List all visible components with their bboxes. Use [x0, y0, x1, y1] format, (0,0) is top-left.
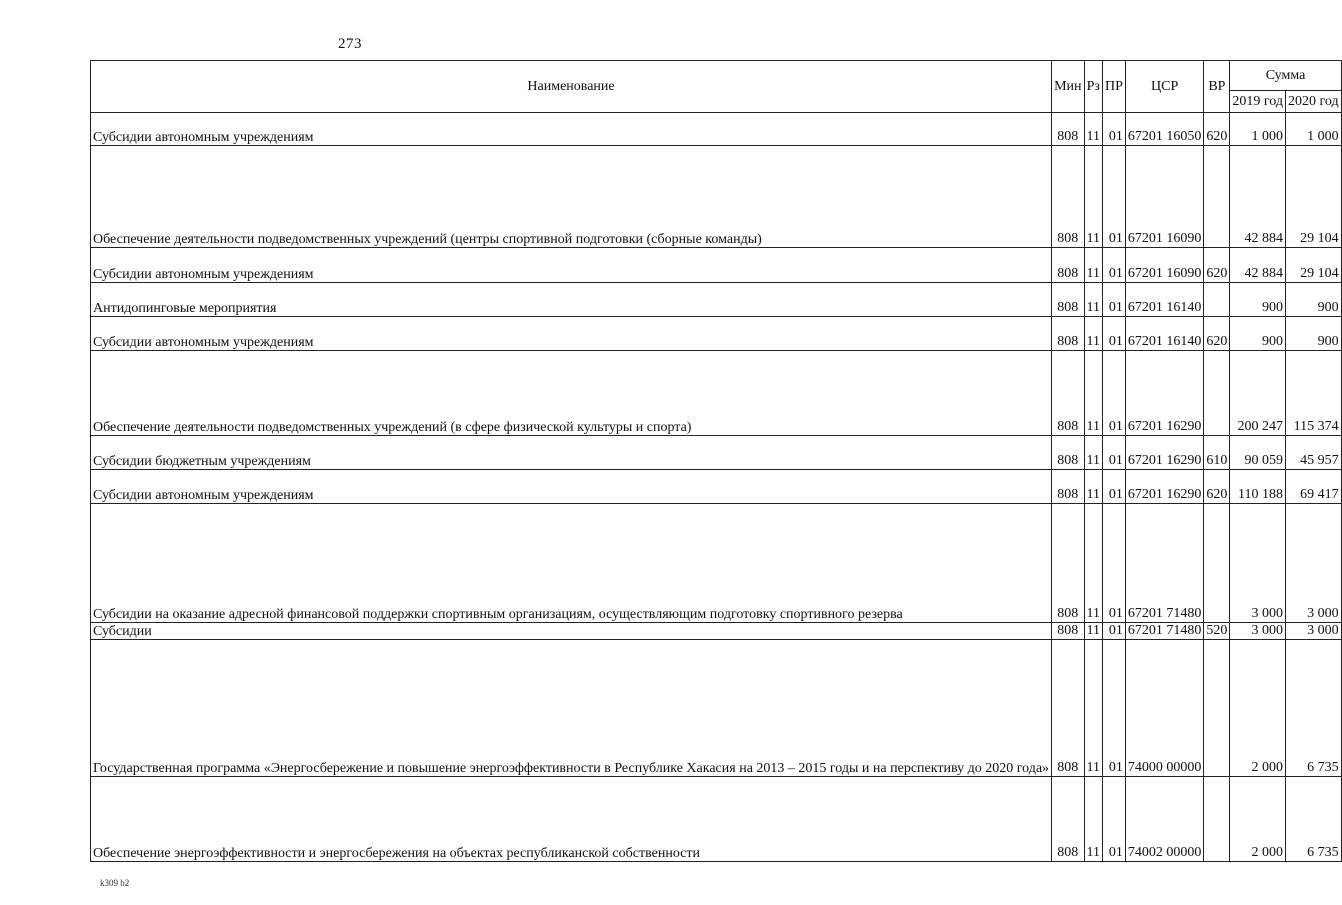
- row-pr: 01: [1102, 640, 1125, 777]
- row-rz: 11: [1084, 317, 1102, 351]
- row-csr: 67201 16290: [1125, 436, 1204, 470]
- row-vr: [1204, 146, 1230, 248]
- table-row: [91, 777, 1342, 862]
- row-name: Субсидии на оказание адресной финансовой поддержки спортивным организациям, осуществляющим подготовку спортивного резерва: [91, 504, 1052, 623]
- row-csr: 67201 16290: [1125, 470, 1204, 504]
- row-sum-2019: 200 247: [1230, 351, 1286, 436]
- row-csr: 67201 16050: [1125, 113, 1204, 146]
- row-name: Антидопинговые мероприятия: [91, 283, 1052, 317]
- row-sum-2020: 6 735: [1286, 777, 1342, 862]
- table-row: [91, 283, 1342, 317]
- header-rz: Рз: [1084, 61, 1102, 113]
- row-min: 808: [1052, 777, 1084, 862]
- table-row: [91, 317, 1342, 351]
- row-pr: 01: [1102, 113, 1125, 146]
- row-min: 808: [1052, 146, 1084, 248]
- page-number: 273: [338, 36, 362, 52]
- row-rz: 11: [1084, 777, 1102, 862]
- row-sum-2020: 900: [1286, 283, 1342, 317]
- row-sum-2019: 2 000: [1230, 640, 1286, 777]
- row-csr: 67201 16290: [1125, 351, 1204, 436]
- header-pr: ПР: [1102, 61, 1125, 113]
- row-pr: 01: [1102, 248, 1125, 283]
- row-name: Обеспечение энергоэффективности и энергосбережения на объектах республиканской собственности: [91, 777, 1052, 862]
- row-rz: 11: [1084, 351, 1102, 436]
- row-sum-2020: 29 104: [1286, 146, 1342, 248]
- row-csr: 74000 00000: [1125, 640, 1204, 777]
- row-min: 808: [1052, 113, 1084, 146]
- row-vr: 620: [1204, 248, 1230, 283]
- row-rz: 11: [1084, 248, 1102, 283]
- row-pr: 01: [1102, 623, 1125, 640]
- table-row: [91, 351, 1342, 436]
- row-sum-2020: 6 735: [1286, 640, 1342, 777]
- row-sum-2019: 900: [1230, 317, 1286, 351]
- row-pr: 01: [1102, 146, 1125, 248]
- row-pr: 01: [1102, 436, 1125, 470]
- row-rz: 11: [1084, 623, 1102, 640]
- row-sum-2019: 3 000: [1230, 623, 1286, 640]
- row-name: Субсидии автономным учреждениям: [91, 317, 1052, 351]
- row-min: 808: [1052, 640, 1084, 777]
- header-name: Наименование: [91, 61, 1052, 113]
- row-csr: 67201 16140: [1125, 283, 1204, 317]
- row-vr: 620: [1204, 317, 1230, 351]
- row-vr: [1204, 283, 1230, 317]
- header-min: Мин: [1052, 61, 1084, 113]
- row-sum-2020: 3 000: [1286, 504, 1342, 623]
- header-sum: Сумма: [1230, 61, 1341, 91]
- row-vr: [1204, 351, 1230, 436]
- row-name: Субсидии бюджетным учреждениям: [91, 436, 1052, 470]
- row-sum-2020: 900: [1286, 317, 1342, 351]
- row-rz: 11: [1084, 146, 1102, 248]
- footer-code: k309 b2: [100, 878, 130, 888]
- header-year-2020: 2020 год: [1286, 91, 1342, 113]
- header-csr: ЦСР: [1125, 61, 1204, 113]
- row-sum-2019: 110 188: [1230, 470, 1286, 504]
- row-sum-2019: 3 000: [1230, 504, 1286, 623]
- row-vr: 520: [1204, 623, 1230, 640]
- row-pr: 01: [1102, 317, 1125, 351]
- row-sum-2020: 1 000: [1286, 113, 1342, 146]
- row-name: Субсидии автономным учреждениям: [91, 113, 1052, 146]
- row-rz: 11: [1084, 113, 1102, 146]
- row-pr: 01: [1102, 777, 1125, 862]
- row-min: 808: [1052, 623, 1084, 640]
- row-min: 808: [1052, 470, 1084, 504]
- row-csr: 74002 00000: [1125, 777, 1204, 862]
- table-row: [91, 504, 1342, 623]
- row-sum-2020: 29 104: [1286, 248, 1342, 283]
- row-sum-2019: 42 884: [1230, 248, 1286, 283]
- table-row: [91, 146, 1342, 248]
- row-vr: 620: [1204, 113, 1230, 146]
- row-name: Субсидии автономным учреждениям: [91, 248, 1052, 283]
- row-min: 808: [1052, 436, 1084, 470]
- row-sum-2019: 900: [1230, 283, 1286, 317]
- row-sum-2019: 2 000: [1230, 777, 1286, 862]
- row-rz: 11: [1084, 283, 1102, 317]
- row-sum-2020: 115 374: [1286, 351, 1342, 436]
- row-rz: 11: [1084, 504, 1102, 623]
- row-min: 808: [1052, 351, 1084, 436]
- row-sum-2019: 90 059: [1230, 436, 1286, 470]
- row-vr: [1204, 640, 1230, 777]
- row-min: 808: [1052, 283, 1084, 317]
- row-sum-2019: 1 000: [1230, 113, 1286, 146]
- row-vr: 610: [1204, 436, 1230, 470]
- row-rz: 11: [1084, 436, 1102, 470]
- row-sum-2020: 3 000: [1286, 623, 1342, 640]
- table-row: [91, 113, 1342, 146]
- row-min: 808: [1052, 248, 1084, 283]
- header-year-2019: 2019 год: [1230, 91, 1286, 113]
- table-row: [91, 248, 1342, 283]
- row-name: Государственная программа «Энергосбережение и повышение энергоэффективности в Республике Хакасия на 2013 – 2015 годы и на перспективу до 2020 года»: [91, 640, 1052, 777]
- row-min: 808: [1052, 504, 1084, 623]
- table-row: [91, 470, 1342, 504]
- row-csr: 67201 16090: [1125, 248, 1204, 283]
- row-pr: 01: [1102, 470, 1125, 504]
- budget-table: [90, 60, 1342, 862]
- row-rz: 11: [1084, 470, 1102, 504]
- row-pr: 01: [1102, 504, 1125, 623]
- row-name: Обеспечение деятельности подведомственных учреждений (в сфере физической культуры и спорта): [91, 351, 1052, 436]
- row-csr: 67201 16090: [1125, 146, 1204, 248]
- table-row: [91, 640, 1342, 777]
- row-sum-2020: 69 417: [1286, 470, 1342, 504]
- row-vr: 620: [1204, 470, 1230, 504]
- row-name: Субсидии автономным учреждениям: [91, 470, 1052, 504]
- table-row: [91, 623, 1342, 640]
- row-name: Субсидии: [91, 623, 1052, 640]
- row-csr: 67201 71480: [1125, 623, 1204, 640]
- row-pr: 01: [1102, 351, 1125, 436]
- header-vr: ВР: [1204, 61, 1230, 113]
- row-csr: 67201 16140: [1125, 317, 1204, 351]
- row-sum-2019: 42 884: [1230, 146, 1286, 248]
- row-vr: [1204, 504, 1230, 623]
- row-rz: 11: [1084, 640, 1102, 777]
- row-vr: [1204, 777, 1230, 862]
- row-csr: 67201 71480: [1125, 504, 1204, 623]
- row-min: 808: [1052, 317, 1084, 351]
- table-row: [91, 436, 1342, 470]
- row-pr: 01: [1102, 283, 1125, 317]
- row-sum-2020: 45 957: [1286, 436, 1342, 470]
- row-name: Обеспечение деятельности подведомственных учреждений (центры спортивной подготовки (сборные команды): [91, 146, 1052, 248]
